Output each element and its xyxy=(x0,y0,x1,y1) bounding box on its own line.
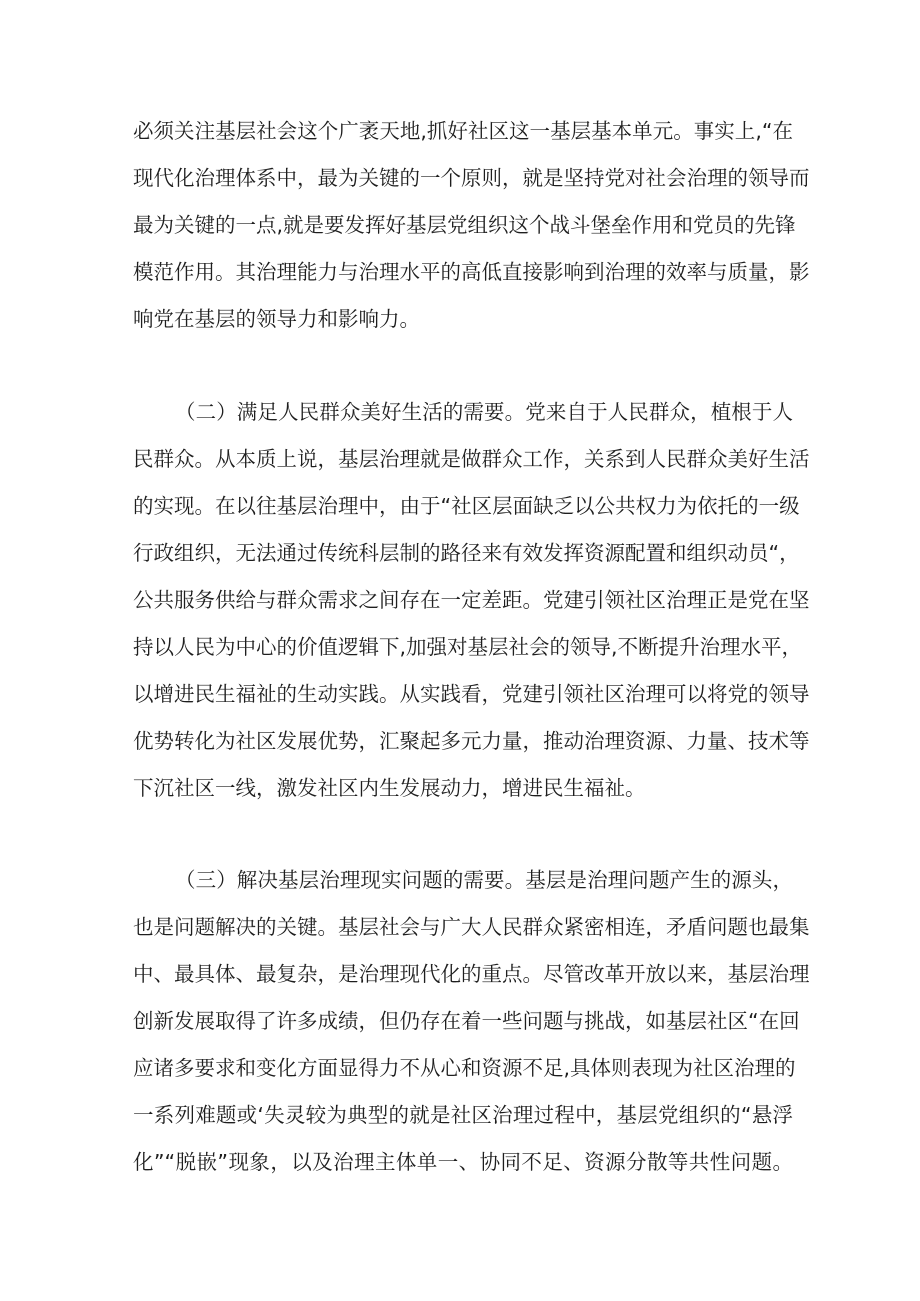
paragraph-2-line-4: 行政组织，无法通过传统科层制的路径来有效发挥资源配置和组织动员“， xyxy=(133,541,800,565)
paragraph-1-line-1: 必须关注基层社会这个广袤天地,抓好社区这一基层基本单元。事实上,“在 xyxy=(133,119,793,143)
paragraph-2-line-8: 优势转化为社区发展优势，汇聚起多元力量，推动治理资源、力量、技术等 xyxy=(133,729,810,753)
paragraph-1-line-3: 最为关键的一点,就是要发挥好基层党组织这个战斗堡垒作用和党员的先锋 xyxy=(133,213,796,237)
paragraph-3-line-4: 创新发展取得了许多成绩，但仍存在着一些问题与挑战，如基层社区“在回 xyxy=(133,1009,800,1033)
paragraph-2-line-3: 的实现。在以往基层治理中，由于“社区层面缺乏以公共权力为依托的一级 xyxy=(133,494,800,518)
paragraph-2-line-6: 持以人民为中心的价值逻辑下,加强对基层社会的领导,不断提升治理水平， xyxy=(133,635,803,659)
paragraph-2-line-1: （二）满足人民群众美好生活的需要。党来自于人民群众，植根于人 xyxy=(175,400,793,424)
paragraph-3-line-3: 中、最具体、最复杂，是治理现代化的重点。尽管改革开放以来，基层治理 xyxy=(133,962,810,986)
paragraph-2-line-5: 公共服务供给与群众需求之间存在一定差距。党建引领社区治理正是党在坚 xyxy=(133,588,810,612)
paragraph-2-line-2: 民群众。从本质上说，基层治理就是做群众工作，关系到人民群众美好生活 xyxy=(133,447,810,471)
paragraph-2-line-9: 下沉社区一线，激发社区内生发展动力，增进民生福祉。 xyxy=(133,776,646,800)
paragraph-1-line-2: 现代化治理体系中，最为关键的一个原则，就是坚持党对社会治理的领导而 xyxy=(133,166,810,190)
paragraph-3-line-2: 也是问题解决的关键。基层社会与广大人民群众紧密相连，矛盾问题也最集 xyxy=(133,915,810,939)
paragraph-3-line-7: 化”“脱嵌”现象，以及治理主体单一、协同不足、资源分散等共性问题。 xyxy=(133,1150,793,1174)
paragraph-1-line-5: 响党在基层的领导力和影响力。 xyxy=(133,307,420,331)
paragraph-3-line-1: （三）解决基层治理现实问题的需要。基层是治理问题产生的源头， xyxy=(175,868,793,892)
paragraph-3-line-6: 一系列难题或‘失灵较为典型的就是社区治理过程中，基层党组织的“悬浮 xyxy=(133,1103,793,1127)
paragraph-1-line-4: 模范作用。其治理能力与治理水平的高低直接影响到治理的效率与质量，影 xyxy=(133,260,810,284)
paragraph-2-line-7: 以增进民生福祉的生动实践。从实践看，党建引领社区治理可以将党的领导 xyxy=(133,682,810,706)
paragraph-3-line-5: 应诸多要求和变化方面显得力不从心和资源不足,具体则表现为社区治理的 xyxy=(133,1056,796,1080)
